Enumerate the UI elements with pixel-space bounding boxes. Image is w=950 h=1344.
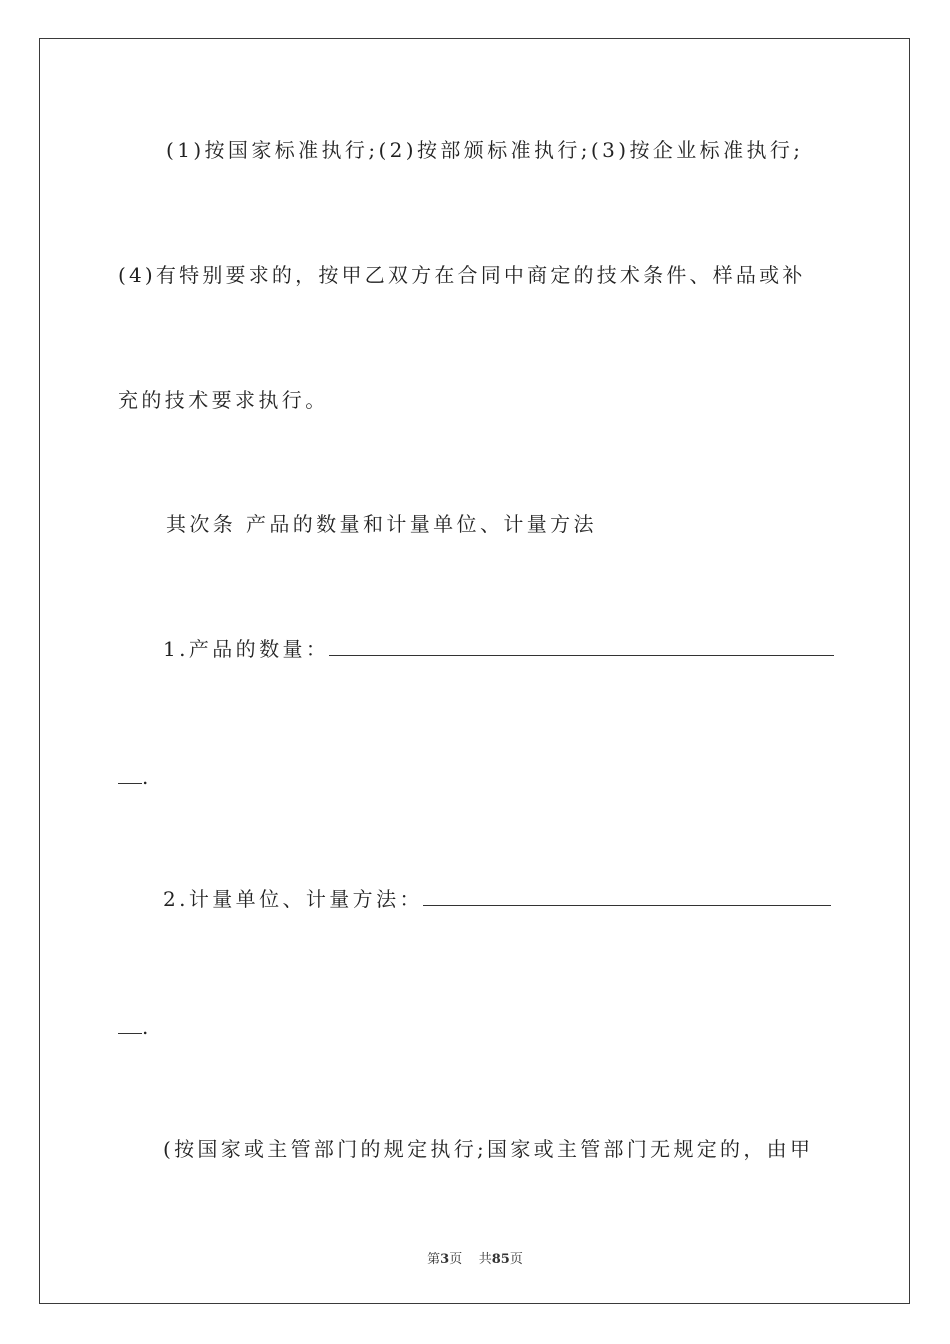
footer-total-suffix: 页 (509, 1252, 523, 1267)
paragraph-standards: (1)按国家标准执行;(2)按部颁标准执行;(3)按企业标准执行; (166, 138, 804, 162)
unit-method-fill-in-field[interactable] (423, 891, 831, 906)
footer-page-prefix: 第 (427, 1252, 441, 1267)
unit-method-fill-in-tail[interactable] (118, 1019, 142, 1034)
section-heading-quantity: 其次条 产品的数量和计量单位、计量方法 (166, 512, 597, 536)
quantity-fill-in-field[interactable] (329, 641, 834, 656)
quantity-fill-in-tail[interactable] (118, 769, 142, 784)
quantity-tail-period: . (142, 765, 149, 789)
footer-total-prefix: 共 (478, 1252, 492, 1267)
unit-method-label: 2.计量单位、计量方法： (163, 887, 423, 911)
unit-method-continuation (118, 1015, 148, 1039)
paragraph-technical-requirements: 充的技术要求执行。 (118, 388, 329, 412)
unit-method-tail-period: . (142, 1015, 149, 1039)
quantity-continuation (118, 765, 148, 789)
footer-page-number: 3 (440, 1252, 450, 1267)
footer-page-suffix: 页 (449, 1252, 463, 1267)
page-border (39, 38, 910, 1304)
page-footer (0, 1248, 950, 1267)
paragraph-special-requirements: (4)有特别要求的，按甲乙双方在合同中商定的技术条件、样品或补 (118, 263, 806, 287)
quantity-line (163, 637, 834, 661)
paragraph-regulation: (按国家或主管部门的规定执行;国家或主管部门无规定的，由甲 (163, 1137, 814, 1161)
quantity-label: 1.产品的数量： (163, 637, 330, 661)
footer-total-pages: 85 (491, 1252, 510, 1267)
unit-method-line (163, 887, 831, 911)
